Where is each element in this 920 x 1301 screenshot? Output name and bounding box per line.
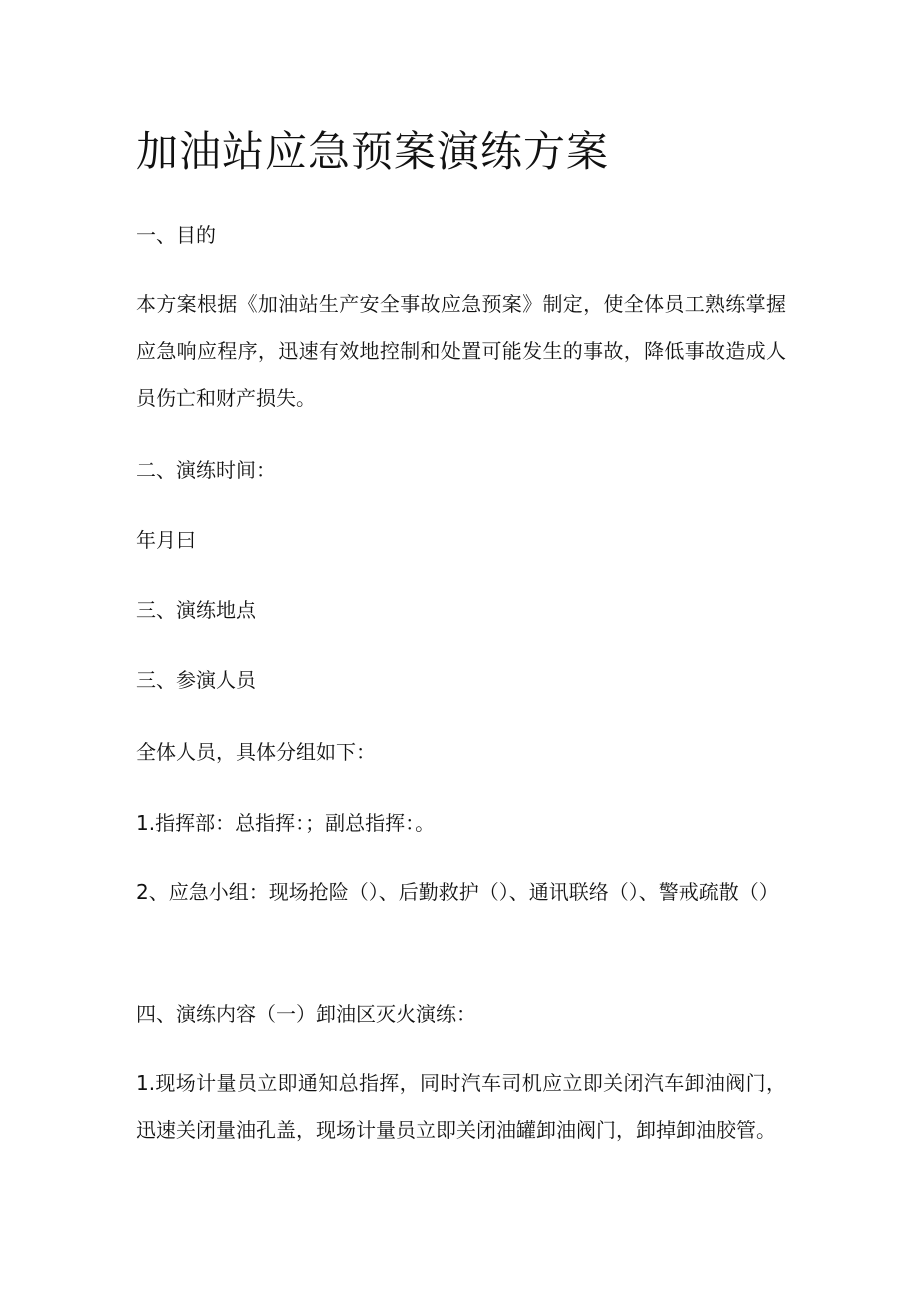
- section-4-heading: 三、参演人员: [136, 668, 256, 692]
- document-title: 加油站应急预案演练方案: [136, 127, 610, 176]
- section-4-item-1: 1.指挥部：总指挥：；副总指挥：。: [136, 811, 436, 835]
- section-5-heading: 四、演练内容（一）卸油区灭火演练：: [136, 1002, 476, 1026]
- section-3-heading: 三、演练地点: [136, 598, 256, 622]
- section-1-body: 本方案根据《加油站生产安全事故应急预案》制定，使全体员工熟练掌握应急响应程序，迅速有效地控制和处置可能发生的事故，降低事故造成人员伤亡和财产损失。: [136, 292, 786, 410]
- section-2-date: 年月曰: [136, 528, 196, 552]
- section-4-intro: 全体人员，具体分组如下：: [136, 740, 376, 764]
- section-4-item-2: 2、应急小组：现场抢险（）、后勤救护（）、通讯联络（）、警戒疏散（）: [136, 880, 779, 904]
- section-2-heading: 二、演练时间：: [136, 458, 276, 482]
- section-1-heading: 一、目的: [136, 223, 216, 247]
- section-5-item-1: 1.现场计量员立即通知总指挥，同时汽车司机应立即关闭汽车卸油阀门，迅速关闭量油孔盖，现场计量员立即关闭油罐卸油阀门，卸掉卸油胶管。: [136, 1071, 786, 1142]
